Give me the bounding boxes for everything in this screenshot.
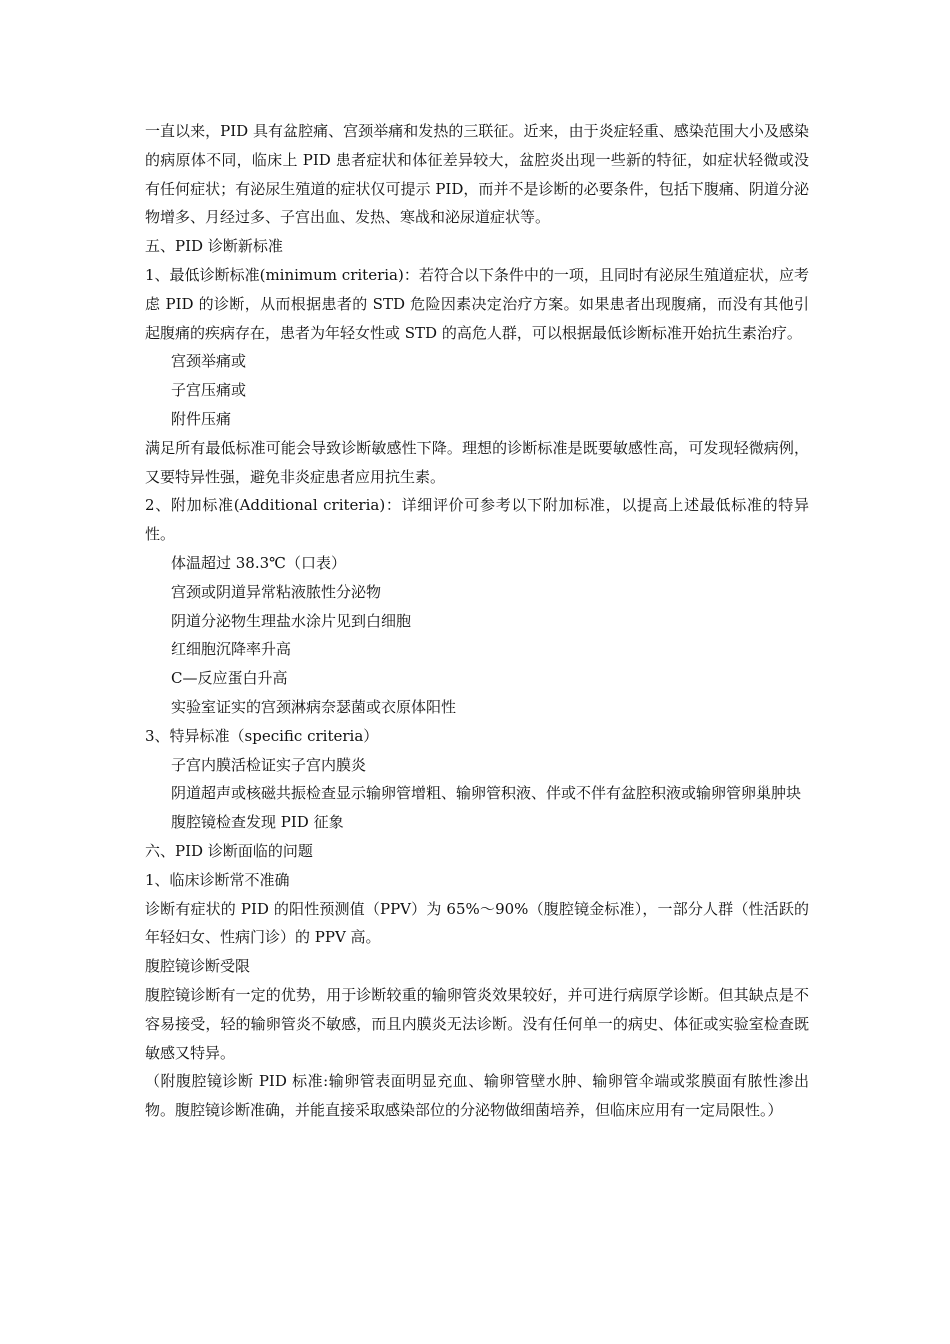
paragraph: 1、最低诊断标准(minimum criteria)：若符合以下条件中的一项，且同时有泌尿生殖道症状，应考虑 PID 的诊断，从而根据患者的 STD 危险因素决定治疗方案。如果患者出现腹痛，而没有其他引起腹痛的疾病存在，患者为年轻女性或 STD 的高危人群，可以根据最低诊断标准开始抗生素治疗。 (145, 265, 809, 342)
indented-list-item: 阴道分泌物生理盐水涂片见到白细胞 (171, 611, 412, 630)
indented-list-item: 宫颈举痛或 (171, 352, 247, 371)
paragraph: 腹腔镜诊断有一定的优势，用于诊断较重的输卵管炎效果较好，并可进行病原学诊断。但其缺点是不容易接受，轻的输卵管炎不敏感，而且内膜炎无法诊断。没有任何单一的病史、体征或实验室检查既敏感又特异。 (145, 985, 809, 1062)
paragraph: 一直以来，PID 具有盆腔痛、宫颈举痛和发热的三联征。近来，由于炎症轻重、感染范围大小及感染的病原体不同，临床上 PID 患者症状和体征差异较大，盆腔炎出现一些新的特征，如症状轻微或没有任何症状；有泌尿生殖道的症状仅可提示 PID，而并不是诊断的必要条件，包括下腹痛、阴道分泌物增多、月经过多、子宫出血、发热、寒战和泌尿道症状等。 (145, 122, 809, 227)
paragraph: 腹腔镜诊断受限 (145, 957, 251, 976)
indented-list-item: 实验室证实的宫颈淋病奈瑟菌或衣原体阳性 (171, 697, 457, 716)
indented-list-item: 子宫内膜活检证实子宫内膜炎 (171, 755, 367, 774)
indented-list-item: 子宫压痛或 (171, 381, 247, 400)
paragraph: 1、临床诊断常不准确 (145, 870, 290, 889)
paragraph: 满足所有最低标准可能会导致诊断敏感性下降。理想的诊断标准是既要敏感性高，可发现轻微病例，又要特异性强，避免非炎症患者应用抗生素。 (145, 438, 809, 486)
indented-list-item: C—反应蛋白升高 (171, 669, 288, 688)
indented-list-item: 阴道超声或核磁共振检查显示输卵管增粗、输卵管积液、伴或不伴有盆腔积液或输卵管卵巢肿块 (171, 784, 802, 803)
indented-list-item: 附件压痛 (171, 409, 232, 428)
indented-list-item: 红细胞沉降率升高 (171, 640, 292, 659)
paragraph: 六、PID 诊断面临的问题 (145, 841, 313, 860)
paragraph: （附腹腔镜诊断 PID 标准:输卵管表面明显充血、输卵管壁水肿、输卵管伞端或浆膜面有脓性渗出物。腹腔镜诊断准确，并能直接采取感染部位的分泌物做细菌培养，但临床应用有一定局限性。） (145, 1072, 809, 1120)
paragraph: 诊断有症状的 PID 的阳性预测值（PPV）为 65%～90%（腹腔镜金标准），一部分人群（性活跃的年轻妇女、性病门诊）的 PPV 高。 (145, 899, 809, 947)
paragraph: 2、附加标准(Additional criteria)：详细评价可参考以下附加标准，以提高上述最低标准的特异性。 (145, 496, 809, 544)
indented-list-item: 体温超过 38.3℃（口表） (171, 553, 346, 572)
document-body (145, 117, 809, 1125)
indented-list-item: 宫颈或阴道异常粘液脓性分泌物 (171, 582, 382, 601)
indented-list-item: 腹腔镜检查发现 PID 征象 (171, 813, 344, 832)
paragraph: 3、特异标准（specific criteria） (145, 726, 379, 745)
paragraph: 五、PID 诊断新标准 (145, 237, 283, 256)
